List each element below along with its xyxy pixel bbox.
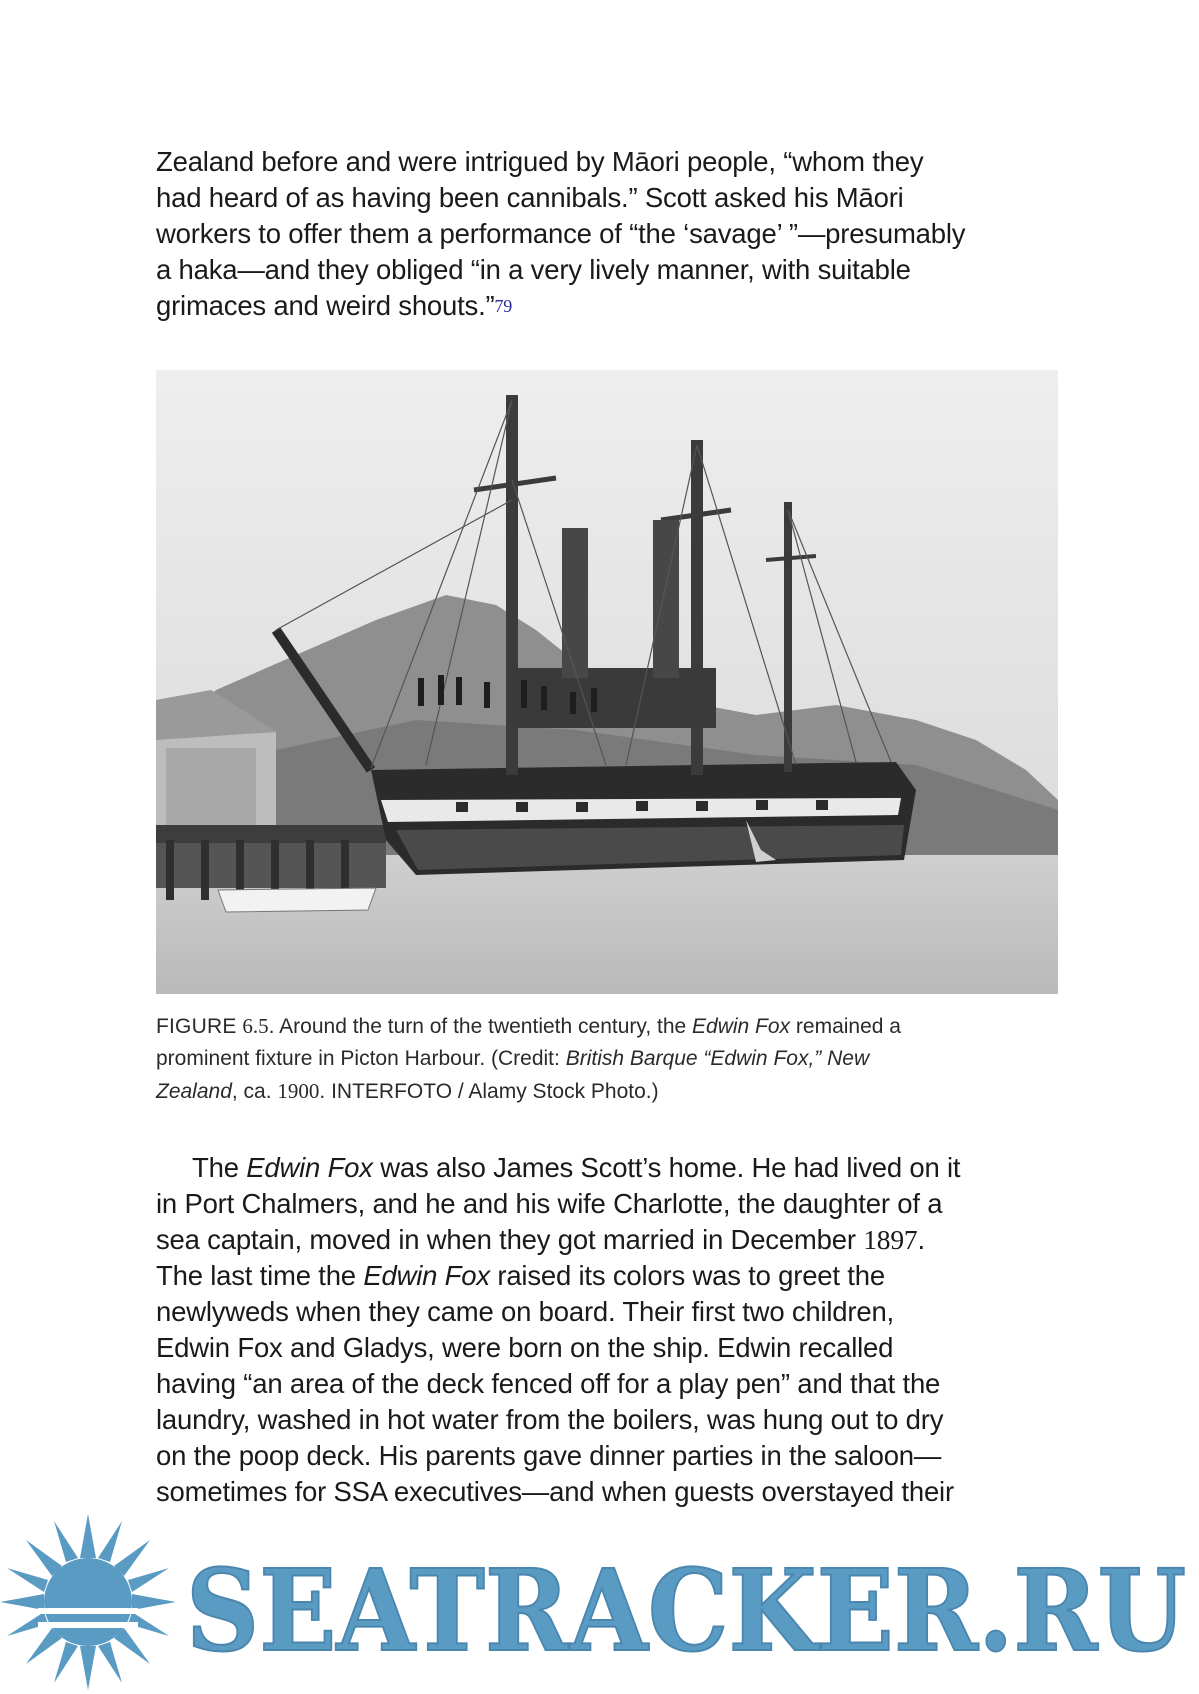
text-line: newlyweds when they came on board. Their first two children, [156, 1296, 894, 1327]
text-run: was also James Scott’s home. He had lived on it [372, 1152, 961, 1183]
text-line: a haka—and they obliged “in a very lively manner, with suitable [156, 254, 911, 285]
text-line [156, 288, 1056, 324]
text-line: had heard of as having been cannibals.” Scott asked his Māori [156, 182, 904, 213]
watermark [0, 1510, 1199, 1694]
text-run: sea captain, moved in when they got married in December [156, 1224, 864, 1255]
caption-text: prominent fixture in Picton Harbour. (Credit: [156, 1047, 566, 1070]
text-line: Zealand before and were intrigued by Māori people, “whom they [156, 146, 924, 177]
caption-text: . INTERFOTO / Alamy Stock Photo.) [319, 1080, 659, 1103]
funnel-1 [562, 528, 588, 678]
footnote-reference[interactable]: 79 [494, 296, 513, 316]
text-run: . [917, 1224, 925, 1255]
ship-name: Edwin Fox [692, 1015, 791, 1038]
ship-photo-illustration [156, 370, 1058, 994]
mast-fore [506, 395, 518, 775]
text-line-last: grimaces and weird shouts.” [156, 290, 495, 321]
text-line: Edwin Fox and Gladys, were born on the ship. Edwin recalled [156, 1332, 894, 1363]
text-line: laundry, washed in hot water from the boilers, was hung out to dry [156, 1404, 944, 1435]
credit-year: 1900 [277, 1079, 320, 1103]
ship-name: Edwin Fox [363, 1260, 490, 1291]
credit-title: British Barque “Edwin Fox,” New [565, 1047, 870, 1070]
top-paragraph [156, 144, 1056, 324]
caption-label: FIGURE [156, 1015, 237, 1038]
rowing-boat [218, 888, 376, 912]
figure-caption [156, 1010, 1056, 1108]
year: 1897 [863, 1224, 918, 1255]
text-run: raised its colors was to greet the [489, 1260, 885, 1291]
mast-main [691, 440, 703, 775]
text-run: The last time the [156, 1260, 364, 1291]
text-run: The [192, 1152, 247, 1183]
caption-text: remained a [790, 1015, 901, 1038]
text-line: sometimes for SSA executives—and when guests overstayed their [156, 1476, 954, 1507]
text-line: workers to offer them a performance of “the ‘savage’ ”—presumably [156, 218, 966, 249]
credit-title: Zealand [156, 1080, 232, 1103]
caption-text: , ca. [231, 1080, 278, 1103]
ship-name: Edwin Fox [246, 1152, 373, 1183]
text-line: having “an area of the deck fenced off for a play pen” and that the [156, 1368, 941, 1399]
text-line: in Port Chalmers, and he and his wife Charlotte, the daughter of a [156, 1188, 943, 1219]
sun-burst-icon [0, 1514, 176, 1690]
bottom-paragraph [156, 1150, 1056, 1510]
figure-number: 6.5 [242, 1014, 269, 1038]
figure-photo [156, 370, 1058, 994]
watermark-text: SEATRACKER.RU [186, 1546, 1186, 1677]
caption-text: . Around the turn of the twentieth century, the [268, 1015, 693, 1038]
text-line: on the poop deck. His parents gave dinner parties in the saloon— [156, 1440, 942, 1471]
